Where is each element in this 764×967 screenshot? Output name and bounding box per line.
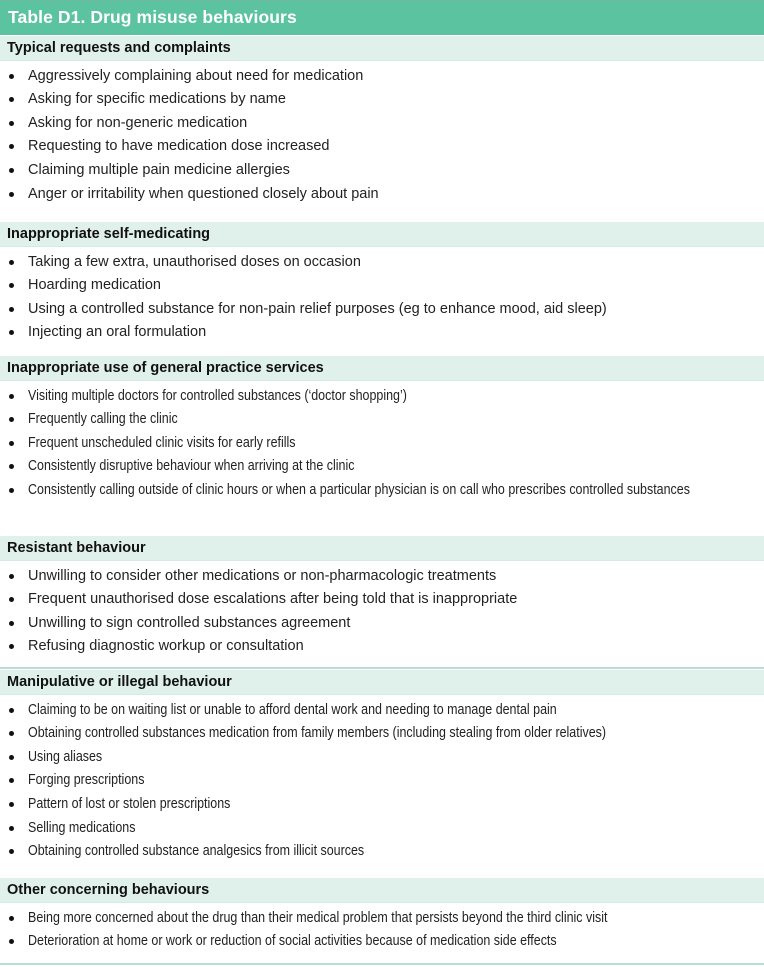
bullet-icon — [9, 307, 14, 312]
bullet-icon — [9, 755, 14, 760]
section-divider — [0, 667, 764, 669]
bullet-icon — [9, 731, 14, 736]
bullet-icon — [9, 330, 14, 335]
section-header — [0, 536, 764, 561]
bullet-icon — [9, 192, 14, 197]
list-item: Using a controlled substance for non-pain relief purposes (eg to enhance mood, aid sleep) — [0, 300, 764, 318]
list-item: Using aliases — [0, 748, 764, 766]
section-other-concerning — [0, 878, 764, 950]
list-item: Asking for specific medications by name — [0, 90, 764, 108]
list-item: Consistently disruptive behaviour when arriving at the clinic — [0, 457, 764, 475]
bullet-icon — [9, 441, 14, 446]
bullet-icon — [9, 939, 14, 944]
section-manipulative — [0, 670, 764, 860]
bullet-icon — [9, 97, 14, 102]
list-item: Obtaining controlled substances medication from family members (including stealing from older relatives) — [0, 724, 764, 742]
bullet-icon — [9, 621, 14, 626]
section-header — [0, 356, 764, 381]
table-title: Table D1. Drug misuse behaviours — [8, 7, 297, 27]
section-self-medicating — [0, 222, 764, 341]
list-item: Frequently calling the clinic — [0, 410, 764, 428]
list-item: Unwilling to sign controlled substances agreement — [0, 614, 764, 632]
list-item: Deterioration at home or work or reduction of social activities because of medication side effects — [0, 932, 764, 950]
list-item: Obtaining controlled substance analgesics from illicit sources — [0, 842, 764, 860]
bullet-icon — [9, 394, 14, 399]
bullet-icon — [9, 260, 14, 265]
section-heading: Inappropriate use of general practice services — [7, 360, 324, 376]
bullet-icon — [9, 597, 14, 602]
bullet-icon — [9, 849, 14, 854]
list-item: Claiming multiple pain medicine allergies — [0, 161, 764, 179]
list-item: Requesting to have medication dose increased — [0, 137, 764, 155]
bullet-icon — [9, 121, 14, 126]
section-heading: Resistant behaviour — [7, 540, 146, 556]
bullet-icon — [9, 144, 14, 149]
list-item: Consistently calling outside of clinic hours or when a particular physician is on call who prescribes controlled substances — [0, 481, 764, 499]
list-item: Refusing diagnostic workup or consultation — [0, 637, 764, 655]
bullet-icon — [9, 644, 14, 649]
list-item: Injecting an oral formulation — [0, 323, 764, 341]
list-item: Frequent unauthorised dose escalations after being told that is inappropriate — [0, 590, 764, 608]
list-item: Claiming to be on waiting list or unable to afford dental work and needing to manage dental pain — [0, 701, 764, 719]
list-item: Visiting multiple doctors for controlled substances (‘doctor shopping’) — [0, 387, 764, 405]
bullet-icon — [9, 708, 14, 713]
section-heading: Other concerning behaviours — [7, 882, 210, 898]
section-typical-requests — [0, 36, 764, 203]
table-bottom-rule — [0, 963, 764, 965]
list-item: Forging prescriptions — [0, 771, 764, 789]
bullet-icon — [9, 778, 14, 783]
list-item: Taking a few extra, unauthorised doses on occasion — [0, 253, 764, 271]
section-header — [0, 670, 764, 695]
list-item: Unwilling to consider other medications or non-pharmacologic treatments — [0, 567, 764, 585]
list-item: Anger or irritability when questioned closely about pain — [0, 185, 764, 203]
section-header — [0, 878, 764, 903]
bullet-icon — [9, 802, 14, 807]
list-item: Selling medications — [0, 819, 764, 837]
list-item: Asking for non-generic medication — [0, 114, 764, 132]
list-item: Pattern of lost or stolen prescriptions — [0, 795, 764, 813]
bullet-icon — [9, 916, 14, 921]
section-heading: Manipulative or illegal behaviour — [7, 674, 232, 690]
bullet-icon — [9, 74, 14, 79]
bullet-icon — [9, 574, 14, 579]
list-item: Aggressively complaining about need for medication — [0, 67, 764, 85]
bullet-icon — [9, 464, 14, 469]
list-item: Frequent unscheduled clinic visits for early refills — [0, 434, 764, 452]
section-header — [0, 222, 764, 247]
section-header — [0, 36, 764, 61]
table-title-bar — [0, 0, 764, 35]
bullet-icon — [9, 283, 14, 288]
section-heading: Typical requests and complaints — [7, 40, 231, 56]
section-heading: Inappropriate self-medicating — [7, 226, 211, 242]
list-item: Being more concerned about the drug than their medical problem that persists beyond the third clinic visit — [0, 909, 764, 927]
section-general-practice — [0, 356, 764, 499]
bullet-icon — [9, 168, 14, 173]
bullet-icon — [9, 488, 14, 493]
bullet-icon — [9, 417, 14, 422]
bullet-icon — [9, 826, 14, 831]
list-item: Hoarding medication — [0, 276, 764, 294]
section-resistant — [0, 536, 764, 655]
